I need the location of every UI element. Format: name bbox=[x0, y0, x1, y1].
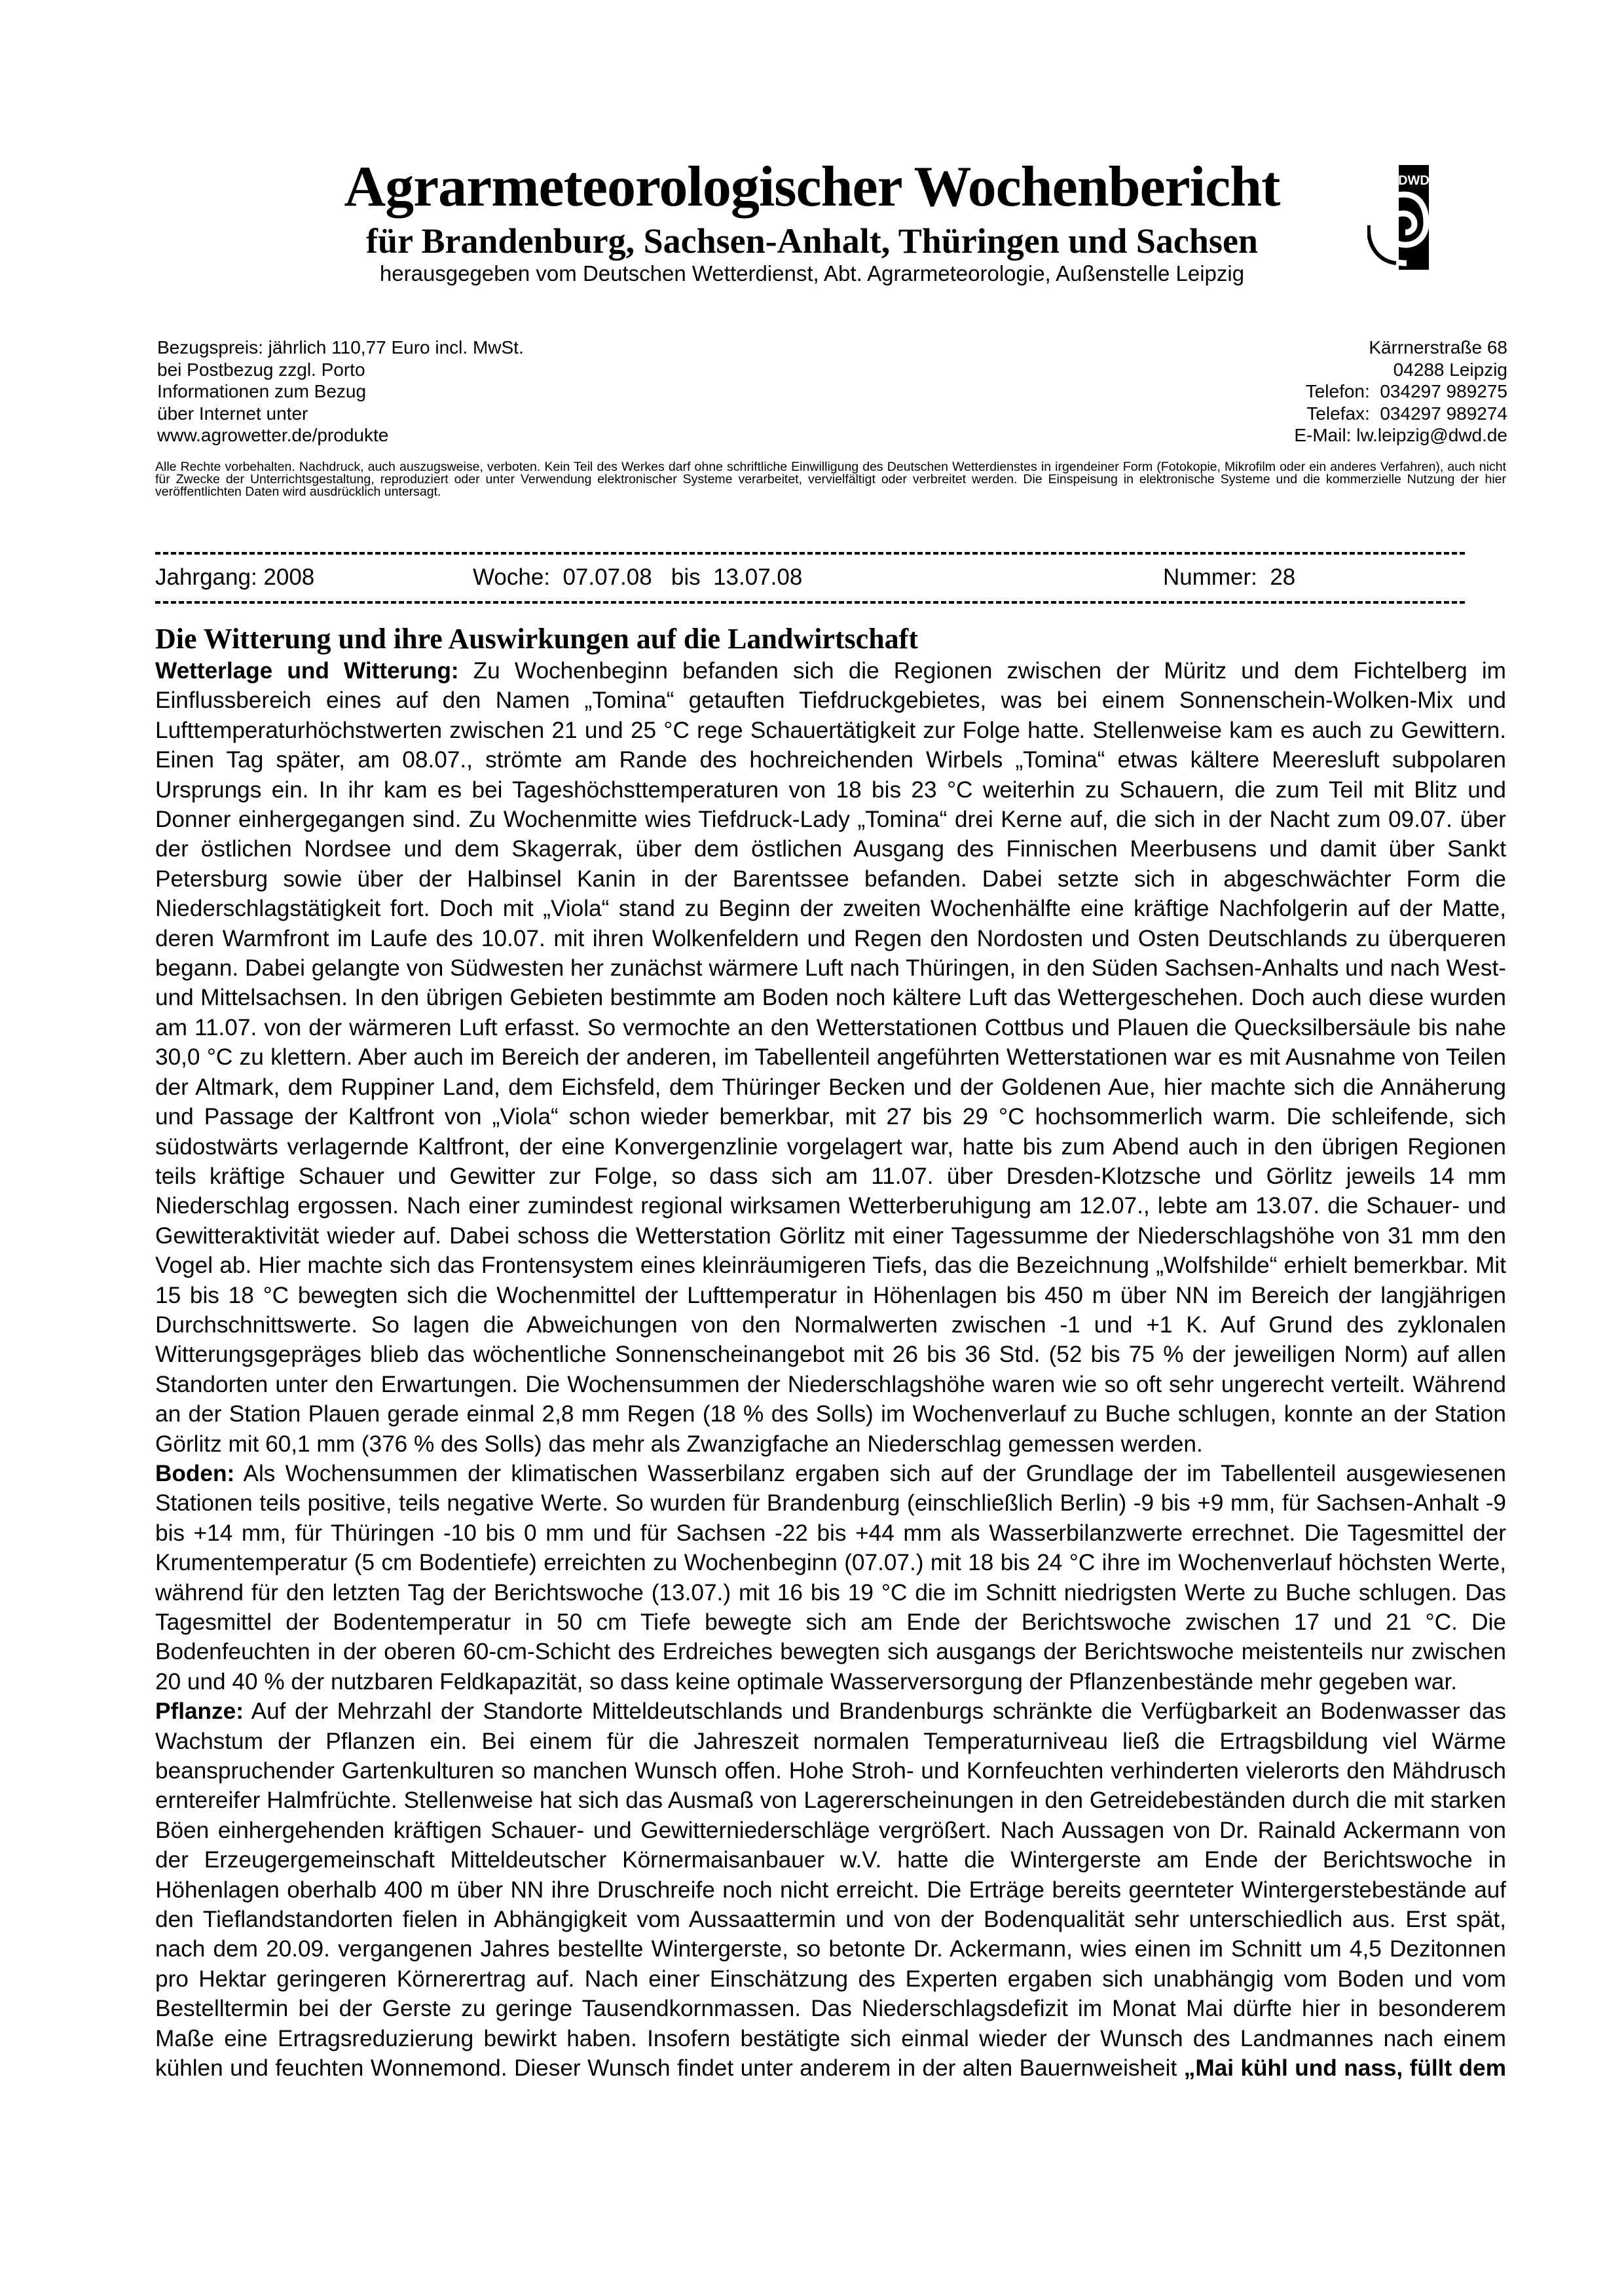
report-subtitle: für Brandenburg, Sachsen-Anhalt, Thüringen und Sachsen bbox=[366, 221, 1258, 261]
section-weather bbox=[155, 656, 1506, 1459]
postage-line: bei Postbezug zzgl. Porto bbox=[157, 359, 365, 380]
contact-address bbox=[1294, 337, 1507, 447]
issue-number: Nummer: 28 bbox=[1163, 564, 1296, 590]
email-link[interactable]: E-Mail: lw.leipzig@dwd.de bbox=[1294, 425, 1507, 445]
street: Kärrnerstraße 68 bbox=[1369, 337, 1507, 358]
section-text: Zu Wochenbeginn befanden sich die Regionen zwischen der Müritz und dem Fichtelberg im Einflussbereich eines auf den Namen „Tomina“ getauften Tiefdruckgebietes, was bei einem Sonnenschein-Wolken-Mix und Lufttemperaturhöchstwerten zwischen 21 und 25 °C rege Schauertätigkeit zur Folge hatte. Stellenweise kam es auch zu Gewittern. Einen Tag später, am 08.07., strömte am Rande des hochreichenden Wirbels „Tomina“ etwas kältere Meeresluft subpolaren Ursprungs ein. In ihr kam es bei Tageshöchsttemperaturen von 18 bis 23 °C weiterhin zu Schauern, die zum Teil mit Blitz und Donner einhergegangen sind. Zu Wochenmitte wies Tiefdruck-Lady „Tomina“ drei Kerne auf, die sich in der Nacht zum 09.07. über der östlichen Nordsee und dem Skagerrak, über dem östlichen Ausgang des Finnischen Meerbusens und damit über Sankt Petersburg sowie über der Halbinsel Kanin in der Barentssee befanden. Dabei setzte sich in abgeschwächter Form die Niederschlagstätigkeit fort. Doch mit „Viola“ stand zu Beginn der zweiten Wochenhälfte eine kräftige Nachfolgerin auf der Matte, deren Warmfront im Laufe des 10.07. mit ihren Wolkenfeldern und Regen den Nordosten und Osten Deutschlands zu überqueren begann. Dabei gelangte von Südwesten her zunächst wärmere Luft nach Thüringen, in den Süden Sachsen-Anhalts und nach West- und Mittelsachsen. In den übrigen Gebieten bestimmte am Boden noch kältere Luft das Wettergeschehen. Doch auch diese wurden am 11.07. von der wärmeren Luft erfasst. So vermochte an den Wetterstationen Cottbus und Plauen die Quecksilbersäule bis nahe 30,0 °C zu klettern. Aber auch im Bereich der anderen, im Tabellenteil angeführten Wetterstationen war es mit Ausnahme von Teilen der Altmark, dem Ruppiner Land, dem Eichsfeld, dem Thüringer Becken und der Goldenen Aue, hier machte sich die Annäherung und Passage der Kaltfront von „Viola“ schon wieder bemerkbar, mit 27 bis 29 °C hochsommerlich warm. Die schleifende, sich südostwärts verlagernde Kaltfront, der eine Konvergenzlinie vorgelagert war, hatte bis zum Abend auch in den übrigen Regionen teils kräftige Schauer und Gewitter zur Folge, so dass sich am 11.07. über Dresden-Klotzsche und Görlitz jeweils 14 mm Niederschlag ergossen. Nach einer zumindest regional wirksamen Wetterberuhigung am 12.07., lebte am 13.07. die Schauer- und Gewitteraktivität wieder auf. Dabei schoss die Wetterstation Görlitz mit einer Tagessumme der Niederschlagshöhe von 31 mm den Vogel ab. Hier machte sich das Frontensystem eines kleinräumigeren Tiefs, das die Bezeichnung „Wolfshilde“ erhielt bemerkbar. Mit 15 bis 18 °C bewegten sich die Wochenmittel der Lufttemperatur in Höhenlagen bis 450 m über NN im Bereich der langjährigen Durchschnittswerte. So lagen die Abweichungen von den Normalwerten zwischen -1 und +1 K. Auf Grund des zyklonalen Witterungsgepräges blieb das wöchentliche Sonnenscheinangebot mit 26 bis 36 Std. (52 bis 75 % der jeweiligen Norm) auf allen Standorten unter den Erwartungen. Die Wochensummen der Niederschlagshöhe waren wie so oft sehr ungerecht verteilt. Während an der Station Plauen gerade einmal 2,8 mm Regen (18 % des Solls) im Wochenverlauf zu Buche schlugen, konnte an der Station Görlitz mit 60,1 mm (376 % des Solls) das mehr als Zwanzigfache an Niederschlag gemessen werden. bbox=[155, 658, 1506, 1457]
farmer-proverb: „Mai kühl und nass, füllt dem bbox=[1183, 2055, 1506, 2082]
phone: Telefon: 034297 989275 bbox=[1305, 381, 1507, 401]
info-line: Informationen zum Bezug bbox=[157, 381, 367, 401]
article-heading: Die Witterung und ihre Auswirkungen auf die Landwirtschaft bbox=[155, 623, 918, 655]
dashed-divider bbox=[155, 601, 1465, 604]
publisher-line: herausgegeben vom Deutschen Wetterdienst, Abt. Agrarmeteorologie, Außenstelle Leipzig bbox=[379, 261, 1245, 285]
price-line: Bezugspreis: jährlich 110,77 Euro incl. MwSt. bbox=[157, 337, 524, 358]
svg-text:DWD: DWD bbox=[1398, 174, 1430, 188]
subscription-info bbox=[157, 337, 524, 447]
website-link[interactable]: www.agrowetter.de/produkte bbox=[157, 425, 389, 445]
fax: Telefax: 034297 989274 bbox=[1306, 403, 1507, 424]
dashed-divider bbox=[155, 552, 1465, 555]
section-label: Wetterlage und Witterung: bbox=[155, 658, 459, 684]
copyright-notice: Alle Rechte vorbehalten. Nachdruck, auch auszugsweise, verboten. Kein Teil des Werkes darf ohne schriftliche Einwilligung des Deutschen Wetterdienstes in irgendeiner Form (Fotokopie, Mikrofilm oder ein anderes Verfahren), auch nicht für Zwecke der Unterrichtsgestaltung, reproduziert oder unter Verwendung elektronischer Systeme verarbeitet, vervielfältigt oder verbreitet werden. Die Einspeisung in elektronische Systeme und die kommerzielle Nutzung der hier veröffentlichten Daten wird ausdrücklich untersagt. bbox=[155, 460, 1506, 499]
article-body bbox=[155, 656, 1506, 2084]
week-range: Woche: 07.07.08 bis 13.07.08 bbox=[473, 564, 803, 590]
section-text: Als Wochensummen der klimatischen Wasserbilanz ergaben sich auf der Grundlage der im Tabellenteil ausgewiesenen Stationen teils positive, teils negative Werte. So wurden für Brandenburg (einschließlich Berlin) -9 bis +9 mm, für Sachsen-Anhalt -9 bis +14 mm, für Thüringen -10 bis 0 mm und für Sachsen -22 bis +44 mm als Wasserbilanzwerte errechnet. Die Tagesmittel der Krumentemperatur (5 cm Bodentiefe) erreichten zu Wochenbeginn (07.07.) mit 18 bis 24 °C ihre im Wochenverlauf höchsten Werte, während für den letzten Tag der Berichtswoche (13.07.) mit 16 bis 19 °C die im Schnitt niedrigsten Werte zu Buche schlugen. Das Tagesmittel der Bodentemperatur in 50 cm Tiefe bewegte sich am Ende der Berichtswoche zwischen 17 und 21 °C. Die Bodenfeuchten in der oberen 60-cm-Schicht des Erdreiches bewegten sich ausgangs der Berichtswoche meistenteils nur zwischen 20 und 40 % der nutzbaren Feldkapazität, so dass keine optimale Wasserversorgung der Pflanzenbestände mehr gegeben war. bbox=[155, 1460, 1506, 1695]
section-label: Boden: bbox=[155, 1460, 235, 1486]
city: 04288 Leipzig bbox=[1393, 359, 1507, 380]
dwd-logo-icon bbox=[1367, 165, 1430, 270]
section-plant bbox=[155, 1697, 1506, 2083]
volume: Jahrgang: 2008 bbox=[155, 564, 315, 590]
internet-line: über Internet unter bbox=[157, 403, 308, 424]
section-label: Pflanze: bbox=[155, 1698, 244, 1725]
section-text: Auf der Mehrzahl der Standorte Mitteldeutschlands und Brandenburgs schränkte die Verfügbarkeit an Bodenwasser das Wachstum der Pflanzen ein. Bei einem für die Jahreszeit normalen Temperaturniveau ließ die Ertragsbildung viel Wärme beanspruchender Gartenkulturen so manchen Wunsch offen. Hohe Stroh- und Kornfeuchten verhinderten vielerorts den Mähdrusch erntereifer Halmfrüchte. Stellenweise hat sich das Ausmaß von Lagererscheinungen in den Getreidebeständen durch die mit starken Böen einhergehenden kräftigen Schauer- und Gewitterniederschläge vergrößert. Nach Aussagen von Dr. Rainald Ackermann von der Erzeugergemeinschaft Mitteldeutscher Körnermaisanbauer w.V. hatte die Wintergerste am Ende der Berichtswoche in Höhenlagen oberhalb 400 m über NN ihre Druschreife noch nicht erreicht. Die Erträge bereits geernteter Wintergerstebestände auf den Tieflandstandorten fielen in Abhängigkeit vom Aussaattermin und von der Bodenqualität sehr unterschiedlich aus. Erst spät, nach dem 20.09. vergangenen Jahres bestellte Wintergerste, so betonte Dr. Ackermann, wies einen im Schnitt um 4,5 Dezitonnen pro Hektar geringeren Körnerertrag auf. Nach einer Einschätzung des Experten ergaben sich unabhängig vom Boden und vom Bestelltermin bei der Gerste zu geringe Tausendkornmassen. Das Niederschlagsdefizit im Monat Mai dürfte hier in besonderem Maße eine Ertragsreduzierung bewirkt haben. Insofern bestätigte sich einmal wieder der Wunsch des Landmannes nach einem kühlen und feuchten Wonnemond. Dieser Wunsch findet unter anderem in der alten Bauernweisheit bbox=[155, 1698, 1506, 2082]
section-soil bbox=[155, 1459, 1506, 1697]
report-title: Agrarmeteorologischer Wochenbericht bbox=[344, 155, 1280, 219]
